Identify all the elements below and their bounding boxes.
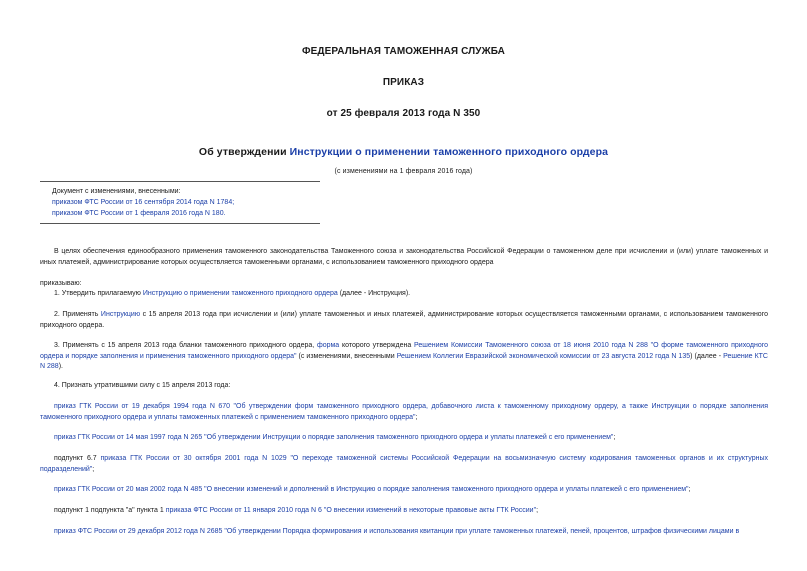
repealed-prefix-5: подпункт 1 подпункта "а" пункта 1 [54, 507, 166, 514]
p3-text-c: (с изменениями, внесенными [296, 352, 397, 360]
repealed-link-5[interactable]: приказа ФТС России от 11 января 2010 года N 6 "О внесении изменений в некоторые правовые акты ГТК России" [165, 507, 537, 514]
amendment-link-2016[interactable]: приказом ФТС России от 1 февраля 2016 года N 180. [52, 210, 226, 217]
repealed-item-6 [40, 527, 768, 538]
p2-prefix: 2. Применять [54, 311, 101, 318]
document-type-heading: ПРИКАЗ [382, 77, 425, 88]
title-instruction-link[interactable]: Инструкции о применении таможенного приходного ордера [289, 146, 609, 158]
p3-text-a: 3. Применять с 15 апреля 2013 года бланки таможенного приходного ордера, [54, 342, 317, 349]
paragraph-3 [40, 341, 768, 373]
repealed-item-1 [40, 402, 768, 423]
repealed-suffix-1: ; [415, 413, 418, 421]
repealed-link-6[interactable]: приказ ФТС России от 29 декабря 2012 года N 2685 "Об утверждении Порядка формирования и использования квитанции при уплате таможенных платежей, пеней, процентов, штрафов физическими лицами в [54, 528, 740, 535]
paragraph-1 [40, 289, 768, 300]
amendments-intro: Документ с изменениями, внесенными: [52, 188, 181, 195]
repealed-item-3 [40, 454, 768, 475]
p2-suffix: с 15 апреля 2013 года при исчислении и (или) уплате таможенных и иных платежей, администрирование которых осуществляется таможенными органами, с использованием таможенного приходного ордера. [40, 311, 768, 329]
changes-note: (с изменениями на 1 февраля 2016 года) [334, 168, 473, 175]
repealed-suffix-4: ; [688, 486, 691, 493]
paragraph-4: 4. Признать утратившими силу с 15 апреля 2013 года: [54, 382, 231, 389]
document-title [0, 146, 807, 158]
repealed-link-4[interactable]: приказ ГТК России от 20 мая 2002 года N 485 "О внесении изменений и дополнений в Инструкцию о порядке заполнения таможенного приходного ордера и уплаты платежей с его применением" [54, 486, 689, 493]
p1-instruction-link[interactable]: Инструкцию о применении таможенного приходного ордера [142, 290, 338, 297]
repealed-suffix-3: ; [92, 465, 95, 473]
p3-kts-288-link[interactable]: Решение КТС N 288 [40, 352, 768, 370]
repealed-link-2[interactable]: приказ ГТК России от 14 мая 1997 года N 265 "Об утверждении Инструкции о порядке заполнения таможенного приходного ордера и уплаты платежей с его применением" [54, 434, 614, 441]
paragraph-2 [40, 310, 768, 331]
document-date-number: от 25 февраля 2013 года N 350 [326, 108, 481, 119]
repealed-item-2 [40, 433, 768, 444]
amendments-box [40, 181, 320, 224]
p1-prefix: 1. Утвердить прилагаемую [54, 290, 143, 297]
p3-decision-288-link[interactable]: Решением Комиссии Таможенного союза от 18 июня 2010 года N 288 "О форме таможенного приходного ордера и порядке заполнения и применения таможенного приходного ордера" [40, 342, 769, 360]
organization-heading: ФЕДЕРАЛЬНАЯ ТАМОЖЕННАЯ СЛУЖБА [302, 46, 505, 57]
p3-form-link[interactable]: форма [316, 342, 340, 349]
p1-suffix: (далее - Инструкция). [337, 290, 411, 297]
p3-decision-135-link[interactable]: Решением Коллегии Евразийской экономической комиссии от 23 августа 2012 года N 135 [396, 352, 691, 360]
repealed-suffix-5: ; [536, 507, 539, 514]
p3-text-d: ) (далее - [690, 352, 724, 360]
preamble-paragraph: В целях обеспечения единообразного применения таможенного законодательства Таможенного союза и законодательства Российской Федерации о таможенном деле при исчислении и (или) уплате таможенных и иных платежей, администрирование которых осуществляется таможенными органами, с использованием таможенного приходного ордера [40, 248, 768, 266]
repealed-prefix-3: подпункт 6.7 [54, 455, 101, 462]
repealed-suffix-2: ; [613, 434, 616, 441]
p2-instruction-link[interactable]: Инструкцию [100, 311, 141, 318]
repealed-link-3[interactable]: приказа ГТК России от 30 октября 2001 года N 1029 "О переходе таможенной системы Российской Федерации на восьмизначную систему кодирования таможенных органов и их структурных подразделений" [40, 455, 768, 473]
amendment-link-2014[interactable]: приказом ФТС России от 16 сентября 2014 года N 1784; [52, 199, 235, 206]
p3-text-e: ). [58, 363, 63, 370]
p3-text-b: которого утверждена [339, 342, 414, 349]
title-prefix: Об утверждении [198, 146, 290, 158]
repealed-item-4 [40, 485, 768, 496]
order-word: приказываю: [40, 280, 82, 287]
repealed-link-1[interactable]: приказ ГТК России от 19 декабря 1994 года N 670 "Об утверждении форм таможенного приходного ордера, добавочного листа к таможенному приходному ордеру, а также Инструкции о порядке заполнения таможенного приходного ордера и уплаты таможенных платежей с применением таможенного приходного ордера" [40, 403, 768, 421]
repealed-item-5 [40, 506, 768, 517]
